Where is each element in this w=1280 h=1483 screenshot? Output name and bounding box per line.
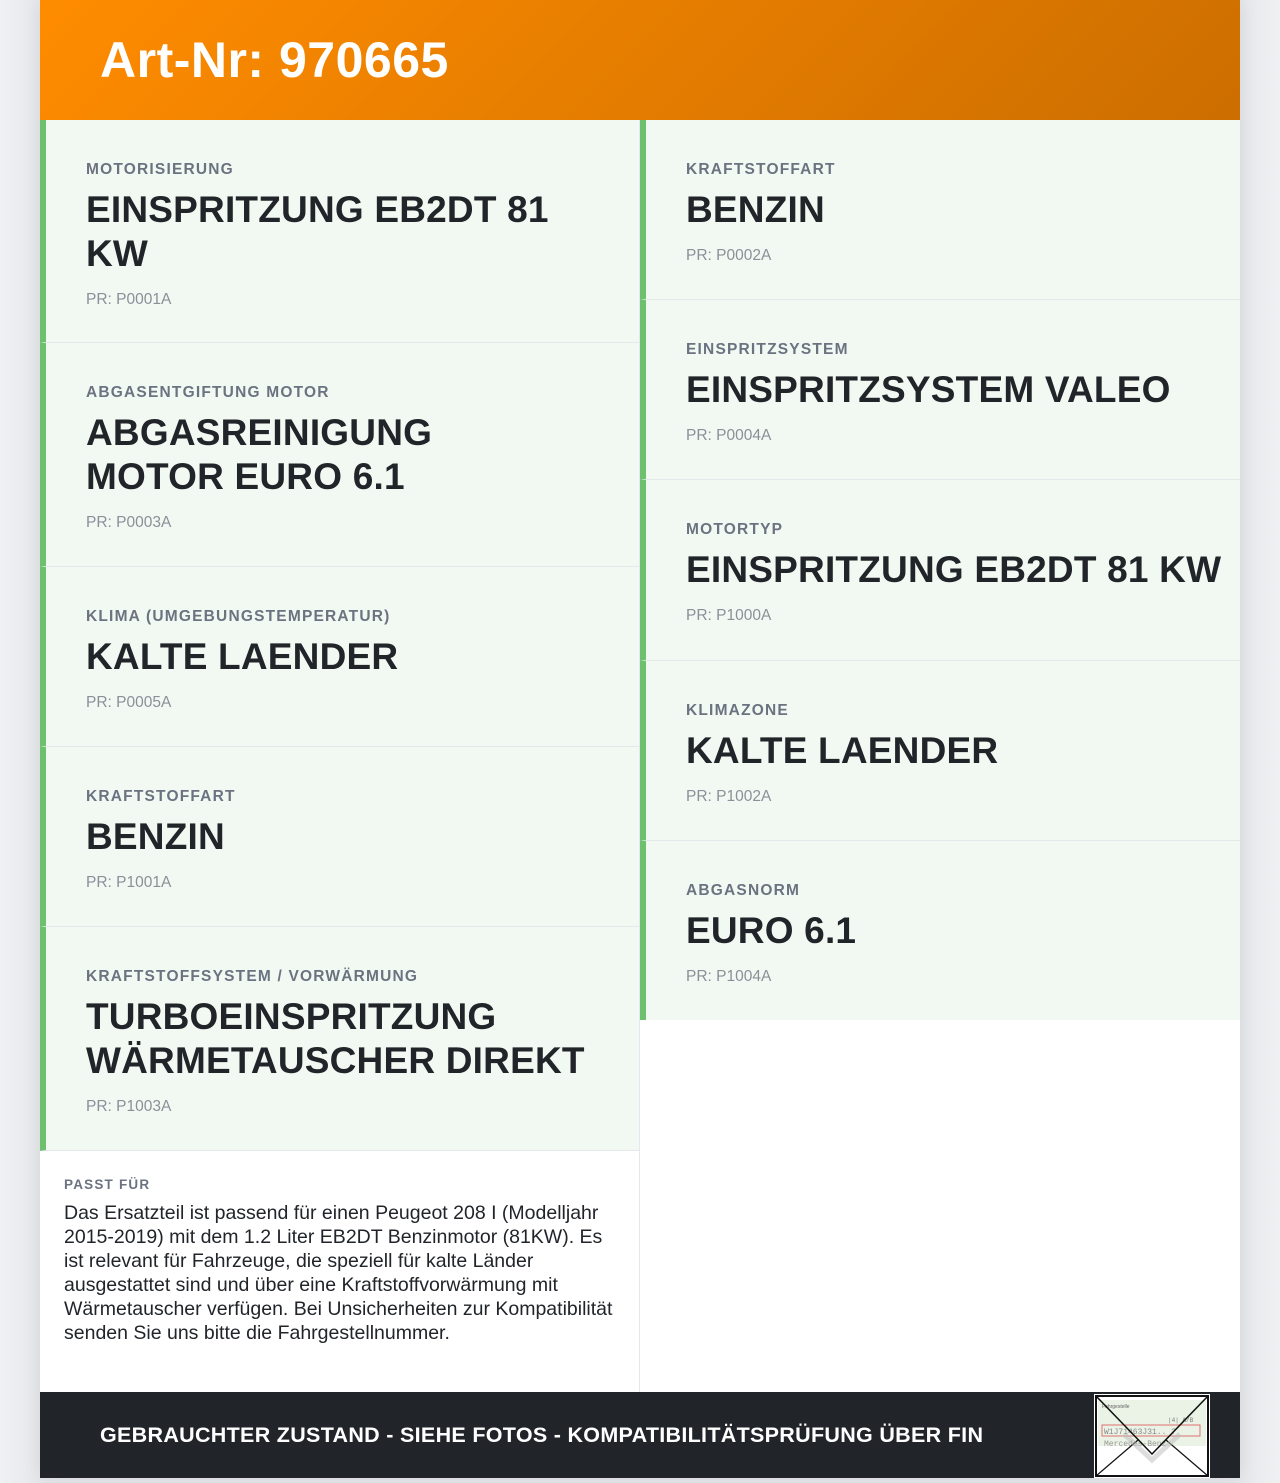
spec-column-right — [640, 120, 1240, 1020]
spec-label: ABGASENTGIFTUNG MOTOR — [86, 384, 330, 401]
spec-code: PR: P0001A — [86, 291, 172, 308]
spec-cell — [640, 661, 1240, 841]
spec-value: KALTE LAENDER — [86, 636, 399, 677]
spec-code: PR: P1000A — [686, 607, 772, 624]
spec-label: KLIMAZONE — [686, 702, 789, 719]
spec-label: KLIMA (UMGEBUNGSTEMPERATUR) — [86, 608, 391, 625]
spec-cell — [40, 927, 639, 1151]
spec-cell — [40, 343, 639, 567]
svg-text:Fahrgestelle: Fahrgestelle — [1102, 1404, 1130, 1410]
spec-code: PR: P1002A — [686, 788, 772, 805]
spec-label: ABGASNORM — [686, 882, 801, 899]
spec-value: EURO 6.1 — [686, 910, 857, 951]
fitment-label: PASST FÜR — [64, 1177, 151, 1192]
spec-code: PR: P0002A — [686, 247, 772, 264]
spec-cell — [640, 480, 1240, 661]
article-number-title: Art-Nr: 970665 — [100, 32, 449, 88]
spec-cell — [40, 567, 639, 747]
spec-code: PR: P0005A — [86, 694, 172, 711]
spec-value: TURBOEINSPRITZUNG WÄRMETAUSCHER DIREKT — [86, 996, 585, 1081]
svg-text:Mercedes-Benz: Mercedes-Benz — [1104, 1440, 1167, 1449]
spec-code: PR: P0003A — [86, 514, 172, 531]
spec-value: EINSPRITZSYSTEM VALEO — [686, 369, 1171, 410]
fitment-text: Das Ersatzteil ist passend für einen Peugeot 208 I (Modelljahr 2015-2019) mit dem 1.2 Liter EB2DT Benzinmotor (81KW). Es ist relevant für Fahrzeuge, die speziell für kalte Länder ausgestattet sind und über eine Kraftstoffvorwärmung mit Wärmetauscher verfügen. Bei Unsicherheiten zur Kompatibilität senden Sie uns bitte die Fahrgestellnummer. — [64, 1202, 613, 1344]
spec-cell — [640, 300, 1240, 480]
spec-value: EINSPRITZUNG EB2DT 81 KW — [86, 189, 549, 274]
spec-code: PR: P0004A — [686, 427, 772, 444]
spec-label: KRAFTSTOFFSYSTEM / VORWÄRMUNG — [86, 968, 419, 985]
svg-text:|4| A/B: |4| A/B — [1168, 1417, 1194, 1424]
spec-value: EINSPRITZUNG EB2DT 81 KW — [686, 549, 1222, 590]
spec-value: BENZIN — [86, 816, 225, 857]
spec-grid — [40, 120, 1240, 1392]
fitment-section — [40, 1151, 639, 1392]
spec-column-left — [40, 120, 640, 1392]
spec-cell — [640, 841, 1240, 1020]
product-sheet — [40, 0, 1240, 1478]
spec-code: PR: P1003A — [86, 1098, 172, 1115]
spec-cell — [40, 747, 639, 927]
spec-label: MOTORISIERUNG — [86, 161, 234, 178]
spec-value: ABGASREINIGUNG MOTOR EURO 6.1 — [86, 412, 433, 497]
spec-code: PR: P1004A — [686, 968, 772, 985]
spec-label: MOTORTYP — [686, 521, 784, 538]
spec-cell — [40, 120, 639, 343]
spec-label: KRAFTSTOFFART — [686, 161, 836, 178]
footer-note: GEBRAUCHTER ZUSTAND - SIEHE FOTOS - KOMPATIBILITÄTSPRÜFUNG ÜBER FIN — [100, 1422, 984, 1447]
spec-cell — [640, 120, 1240, 300]
spec-code: PR: P1001A — [86, 874, 172, 891]
spec-label: KRAFTSTOFFART — [86, 788, 236, 805]
spec-label: EINSPRITZSYSTEM — [686, 341, 849, 358]
svg-text:W1J71463J31.. ?: W1J71463J31.. ? — [1104, 1428, 1177, 1437]
spec-value: KALTE LAENDER — [686, 730, 999, 771]
envelope-vin-icon — [1094, 1394, 1210, 1478]
spec-value: BENZIN — [686, 189, 825, 230]
header — [40, 0, 1240, 120]
footer-bar — [40, 1392, 1240, 1478]
